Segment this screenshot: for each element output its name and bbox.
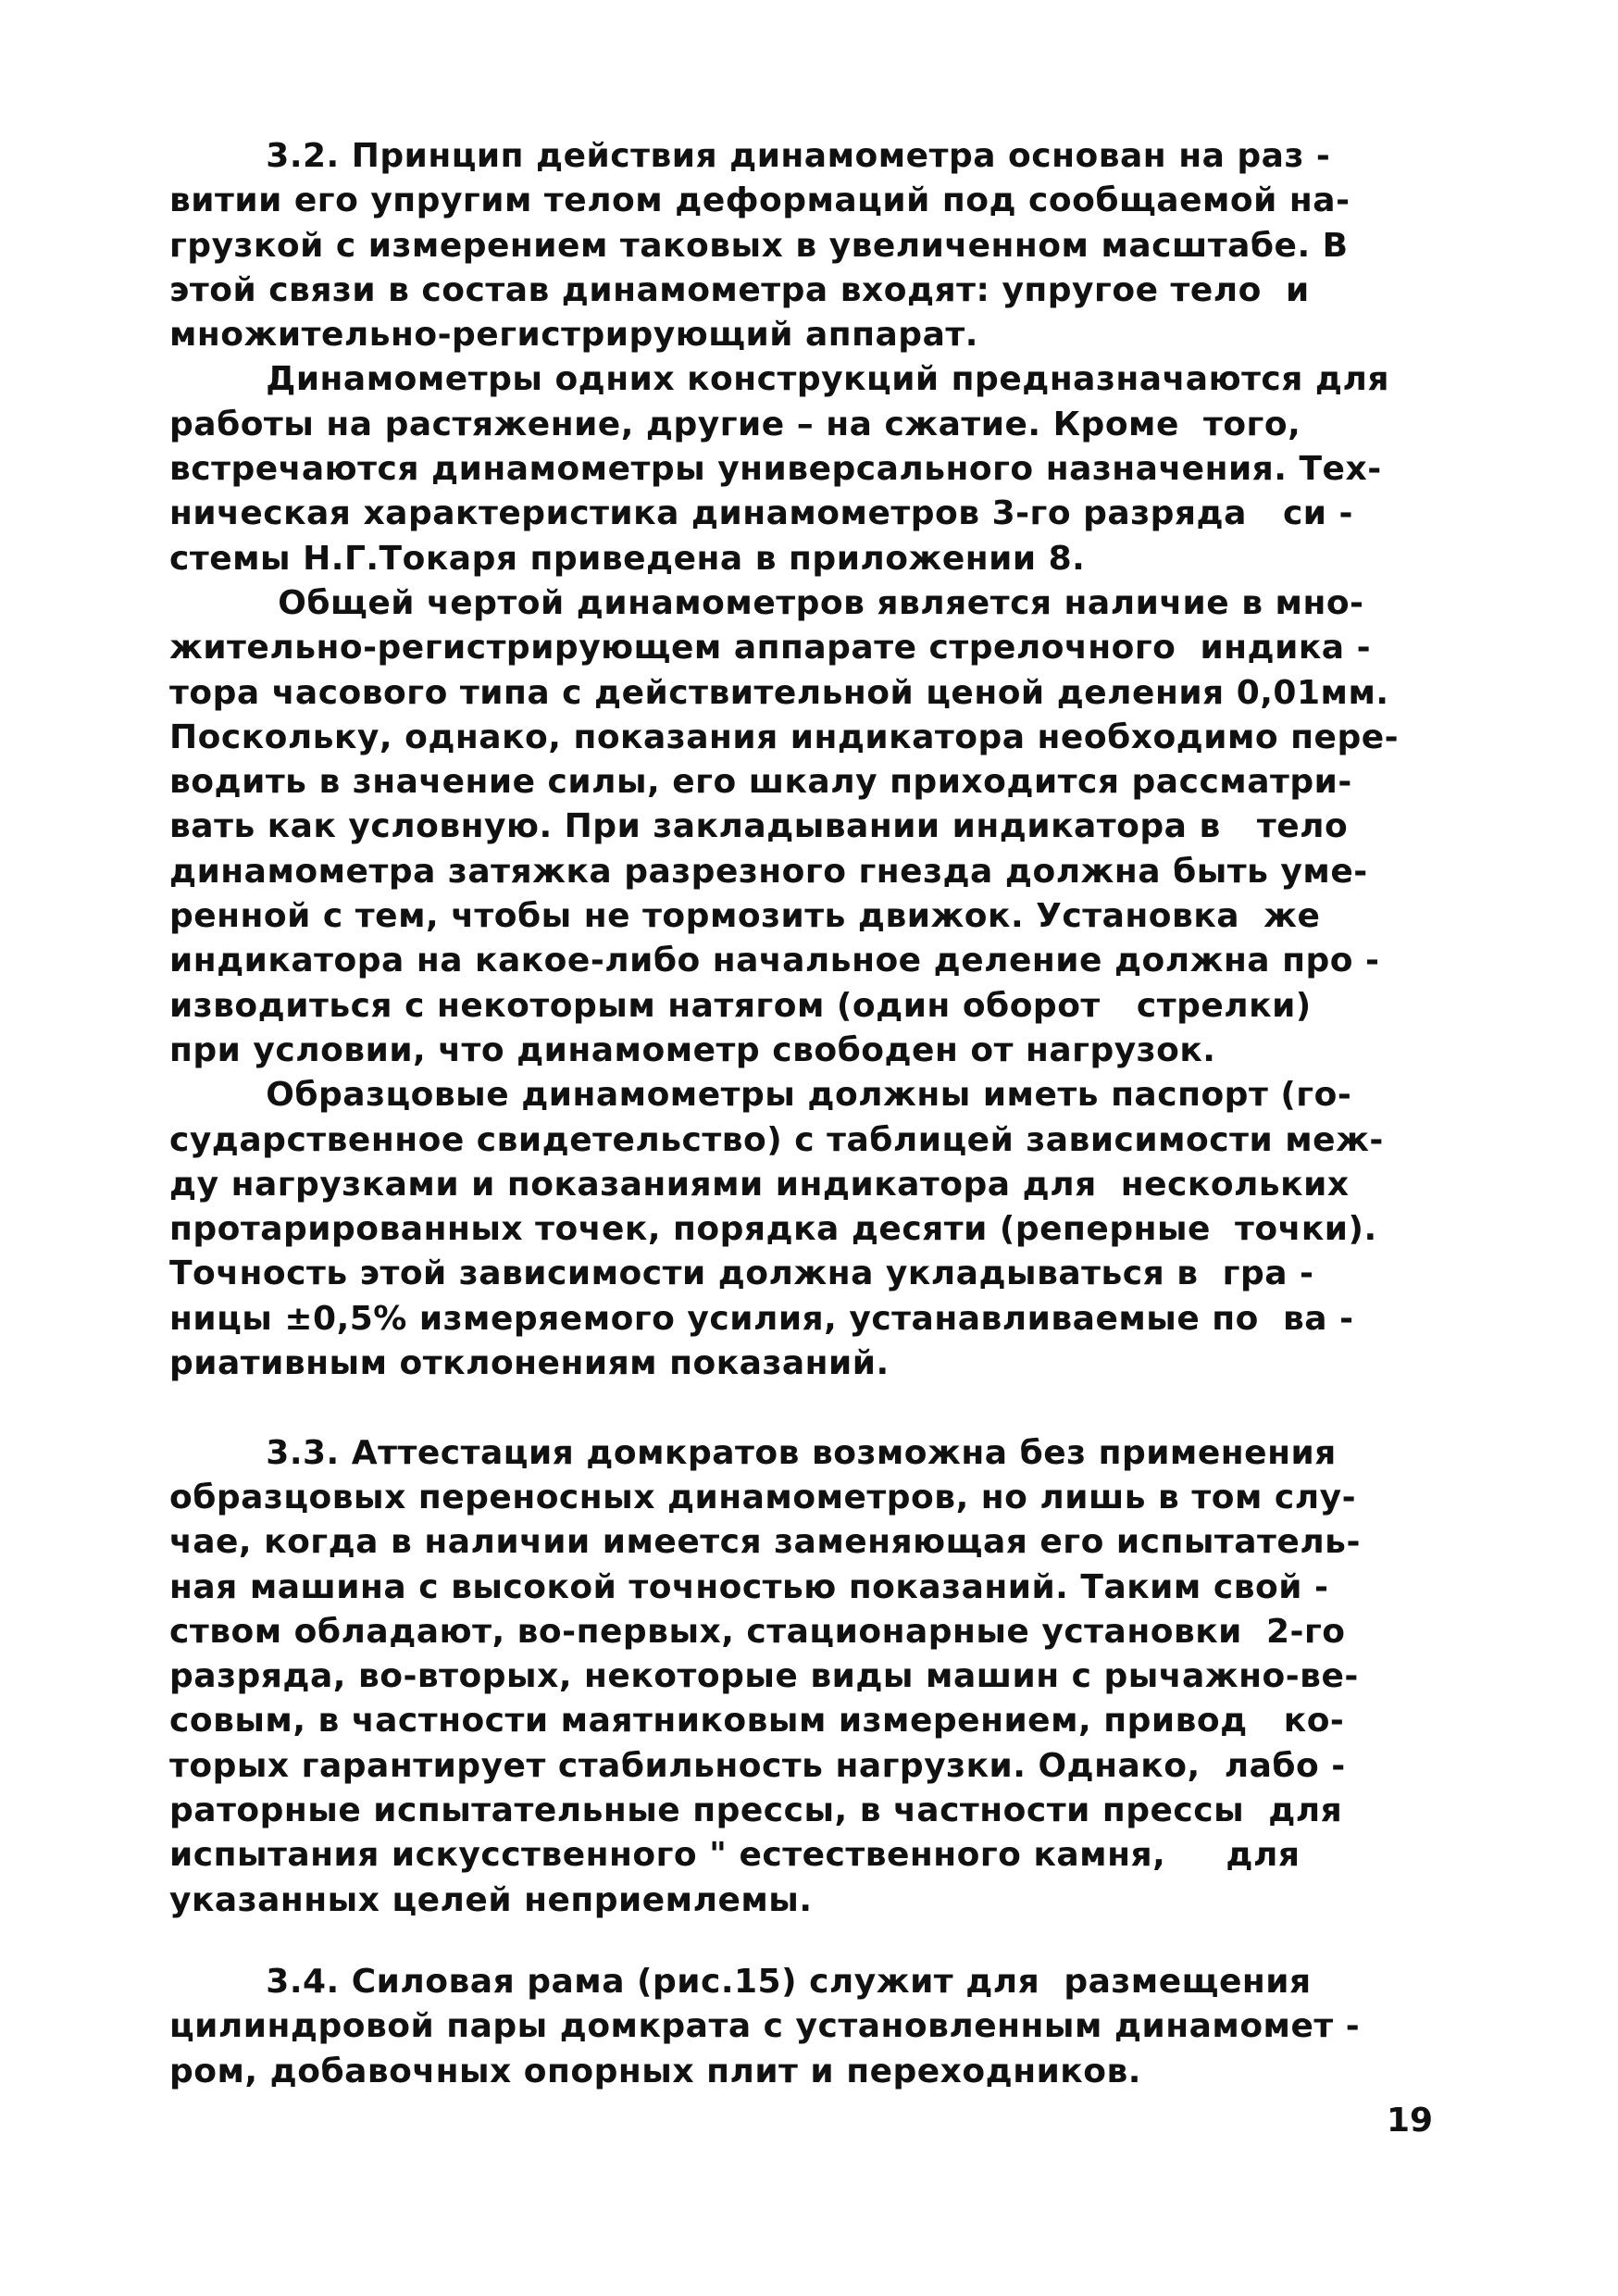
text-line: водить в значение силы, его шкалу приходится рассматри-	[169, 763, 1352, 802]
text-line: риативным отклонениям показаний.	[169, 1344, 890, 1383]
text-line: чае, когда в наличии имеется заменяющая его испытатель-	[169, 1523, 1361, 1562]
text-line: ром, добавочных опорных плит и переходников.	[169, 2052, 1141, 2090]
text-line: разряда, во-вторых, некоторые виды машин с рычажно-ве-	[169, 1657, 1359, 1696]
text-line	[169, 1386, 1470, 1430]
text-line: протарированных точек, порядка десяти (реперные точки).	[169, 1210, 1377, 1249]
text-line: грузкой с измерением таковых в увеличенном масштабе. В	[169, 226, 1349, 265]
main-text	[169, 134, 1470, 1923]
section-3-4-text	[169, 1960, 1470, 2094]
text-line: динамометра затяжка разрезного гнезда должна быть уме-	[169, 852, 1368, 891]
text-line: тора часового типа с действительной ценой деления 0,01мм.	[169, 673, 1389, 712]
text-line: индикатора на какое-либо начальное деление должна про -	[169, 942, 1380, 980]
text-line: Поскольку, однако, показания индикатора необходимо пере-	[169, 718, 1400, 756]
text-line: витии его упругим телом деформаций под сообщаемой на-	[169, 181, 1350, 220]
text-line: 3.3. Аттестация домкратов возможна без применения	[169, 1433, 1337, 1472]
text-line: этой связи в состав динамометра входят: упругое тело и	[169, 270, 1310, 309]
text-line: ническая характеристика динамометров 3-го разряда си -	[169, 494, 1353, 533]
text-line: Образцовые динамометры должны иметь паспорт (го-	[169, 1076, 1352, 1115]
text-line: цилиндровой пары домкрата с установленным динамомет -	[169, 2007, 1361, 2046]
text-line: 3.4. Силовая рама (рис.15) служит для размещения	[169, 1963, 1312, 2001]
text-line: ством обладают, во-первых, стационарные установки 2-го	[169, 1612, 1346, 1651]
text-line: совым, в частности маятниковым измерением, привод ко-	[169, 1702, 1345, 1741]
text-line: сударственное свидетельство) с таблицей зависимости меж-	[169, 1120, 1384, 1159]
text-line: вать как условную. При закладывании индикатора в тело	[169, 807, 1349, 846]
text-line: при условии, что динамометр свободен от нагрузок.	[169, 1030, 1216, 1069]
text-line: раторные испытательные прессы, в частности прессы для	[169, 1791, 1343, 1829]
text-line: ренной с тем, чтобы не тормозить движок. Установка же	[169, 897, 1321, 936]
text-line: ду нагрузками и показаниями индикатора для нескольких	[169, 1165, 1350, 1204]
text-line: ная машина с высокой точностью показаний. Таким свой -	[169, 1567, 1329, 1606]
page-number: 19	[1387, 2102, 1434, 2140]
text-line: ницы ±0,5% измеряемого усилия, устанавливаемые по ва -	[169, 1299, 1354, 1338]
text-line: множительно-регистрирующий аппарат.	[169, 316, 978, 355]
text-line: Точность этой зависимости должна укладываться в гра -	[169, 1254, 1314, 1293]
text-line: жительно-регистрирующем аппарате стрелочного индика -	[169, 629, 1372, 668]
text-line: встречаются динамометры универсального назначения. Тех-	[169, 450, 1382, 489]
text-line: стемы Н.Г.Токаря приведена в приложении 8.	[169, 539, 1086, 578]
text-line: торых гарантирует стабильность нагрузки. Однако, лабо -	[169, 1746, 1346, 1785]
text-line: 3.2. Принцип действия динамометра основан на раз -	[169, 137, 1331, 175]
text-line: образцовых переносных динамометров, но лишь в том слу-	[169, 1478, 1357, 1516]
text-line: указанных целей неприемлемы.	[169, 1880, 813, 1919]
text-line: испытания искусственного " естественного камня, для	[169, 1836, 1301, 1875]
text-line: Динамометры одних конструкций предназначаются для	[169, 360, 1389, 399]
text-line: Общей чертой динамометров является наличие в мно-	[169, 583, 1364, 622]
text-line: изводиться с некоторым натягом (один оборот стрелки)	[169, 986, 1312, 1025]
text-line: работы на растяжение, другие – на сжатие. Кроме того,	[169, 405, 1301, 443]
